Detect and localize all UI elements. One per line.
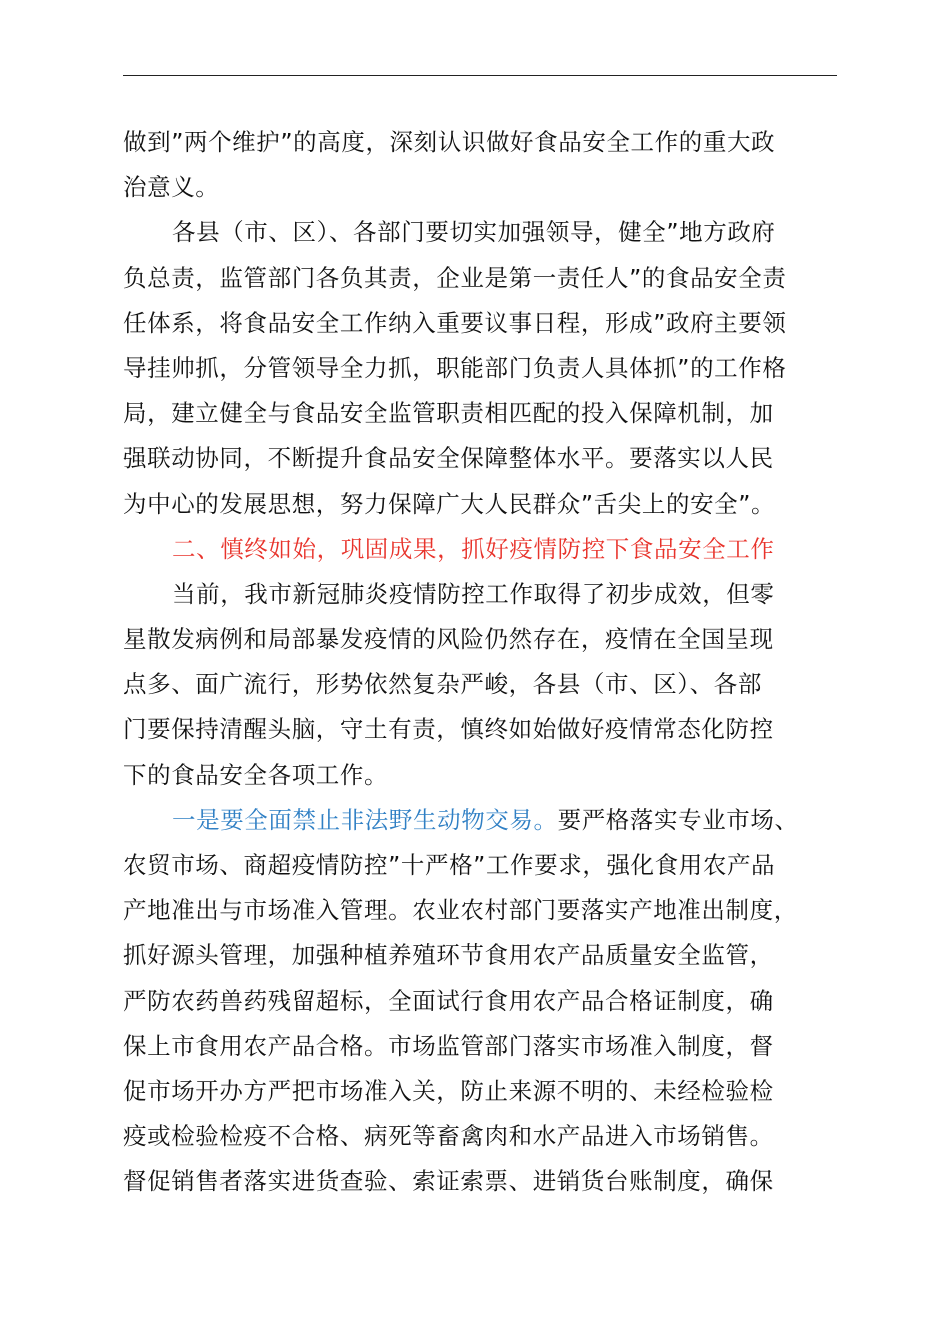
paragraph-political-significance (123, 120, 848, 210)
section-heading: 二、慎终如始，巩固成果，抓好疫情防控下食品安全工作 (172, 534, 775, 563)
paragraph-epidemic-situation (123, 572, 848, 798)
paragraph-leadership (123, 210, 848, 526)
text-line: 促市场开办方严把市场准入关，防止来源不明的、未经检验检 (123, 1076, 774, 1105)
paragraph-lead-phrase: 一是要全面禁止非法野生动物交易。 (172, 805, 558, 834)
text-line (123, 798, 848, 843)
text-line: 疫或检验检疫不合格、病死等畜禽肉和水产品进入市场销售。 (123, 1122, 774, 1151)
text-line: 下的食品安全各项工作。 (123, 760, 389, 789)
text-line: 当前，我市新冠肺炎疫情防控工作取得了初步成效，但零 (172, 579, 775, 608)
text-line: 保上市食用农产品合格。市场监管部门落实市场准入制度，督 (123, 1031, 774, 1060)
text-line: 负总责，监管部门各负其责，企业是第一责任人”的食品安全责 (123, 263, 787, 292)
text-line: 督促销售者落实进货查验、索证索票、进销货台账制度，确保 (123, 1167, 774, 1196)
text-line: 农贸市场、商超疫情防控”十严格”工作要求，强化食用农产品 (123, 851, 776, 879)
text-line: 门要保持清醒头脑，守土有责，慎终如始做好疫情常态化防控 (123, 715, 774, 744)
text-line: 产地准出与市场准入管理。农业农村部门要落实产地准出制度， (123, 896, 798, 925)
text-line: 抓好源头管理，加强种植养殖环节食用农产品质量安全监管， (123, 941, 774, 970)
text-line: 任体系，将食品安全工作纳入重要议事日程，形成”政府主要领 (123, 308, 787, 337)
text-line: 做到”两个维护”的高度，深刻认识做好食品安全工作的重大政 (123, 128, 776, 156)
text-line: 导挂帅抓，分管领导全力抓，职能部门负责人具体抓”的工作格 (123, 353, 787, 382)
header-rule (123, 75, 837, 76)
lead-line-rest: 要严格落实专业市场、 (557, 805, 799, 834)
text-line: 局，建立健全与食品安全监管职责相匹配的投入保障机制，加 (123, 399, 774, 428)
text-line: 严防农药兽药残留超标，全面试行食用农产品合格证制度，确 (123, 986, 774, 1015)
paragraph-wildlife-trade (123, 798, 848, 1205)
text-line: 各县（市、区）、各部门要切实加强领导，健全”地方政府 (172, 218, 776, 247)
document-body (123, 120, 848, 1205)
text-line: 强联动协同，不断提升食品安全保障整体水平。要落实以人民 (123, 444, 774, 473)
text-line: 星散发病例和局部暴发疫情的风险仍然存在，疫情在全国呈现 (123, 625, 774, 654)
text-line: 为中心的发展思想，努力保障广大人民群众”舌尖上的安全”。 (123, 489, 776, 518)
text-line: 治意义。 (123, 173, 220, 202)
text-line: 点多、面广流行，形势依然复杂严峻，各县（市、区）、各部 (123, 670, 762, 699)
